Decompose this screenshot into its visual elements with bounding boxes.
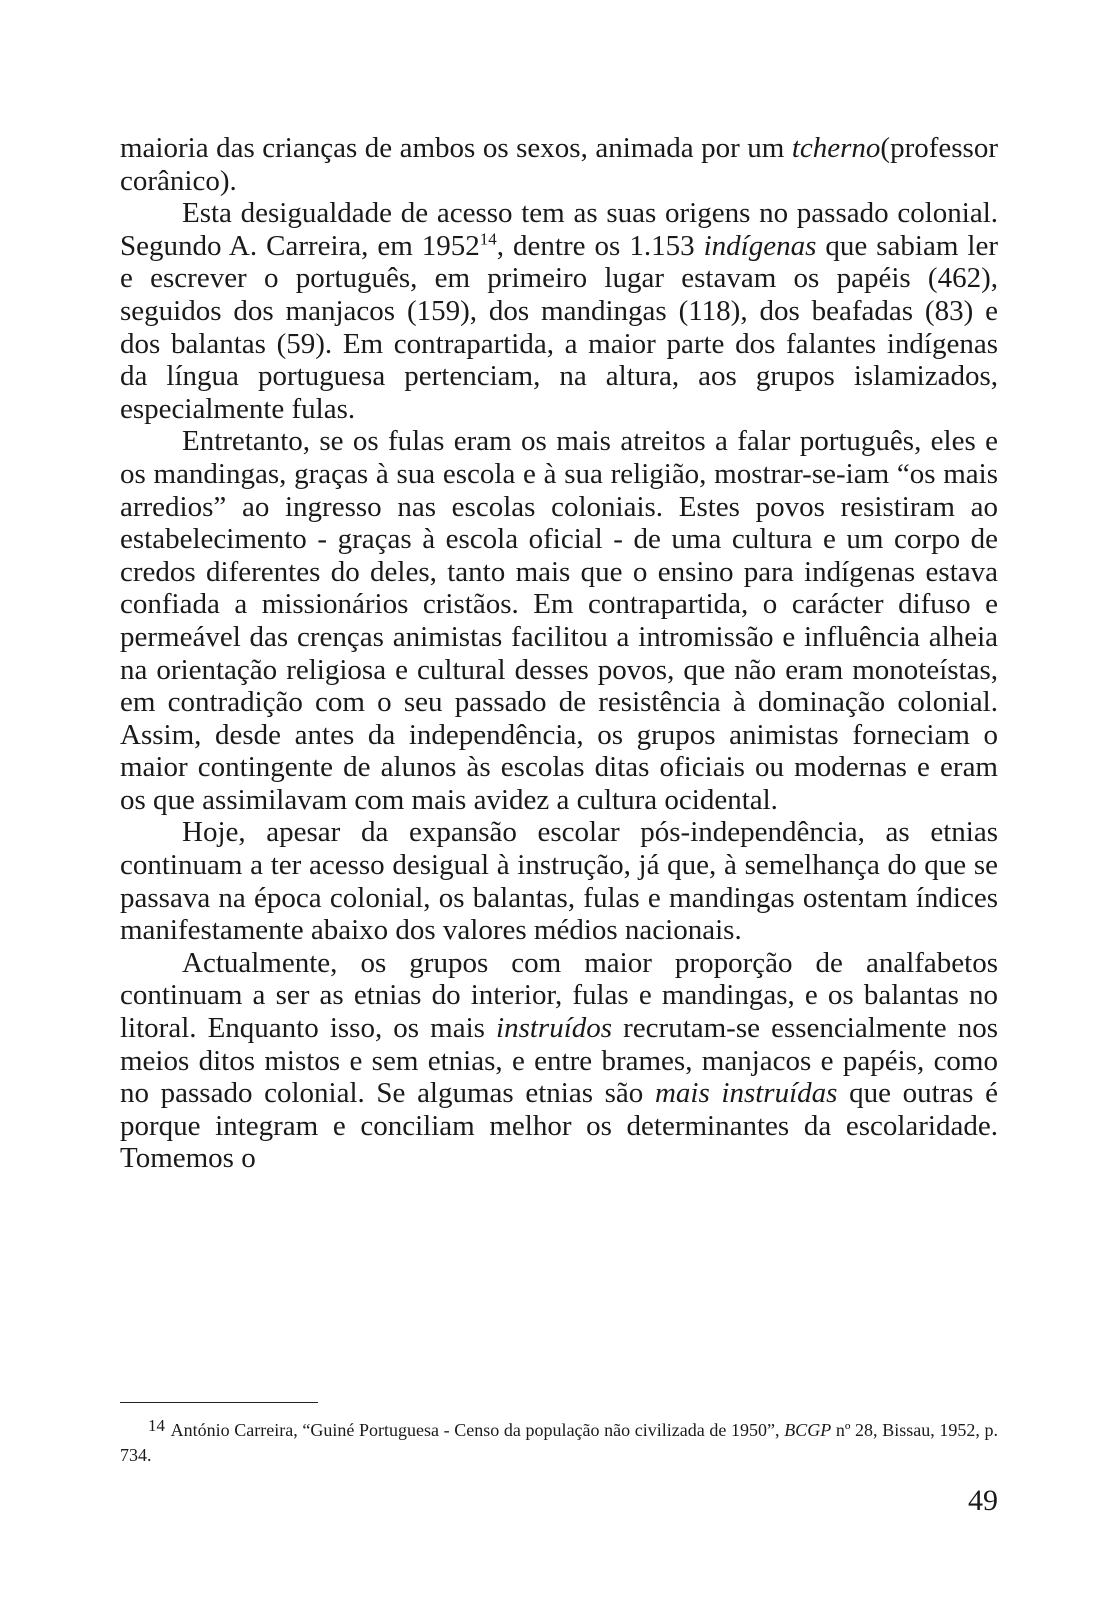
paragraph-2 <box>120 197 998 425</box>
text-span: maioria das crianças de ambos os sexos, animada por um <box>120 132 792 164</box>
footnote <box>120 1418 998 1468</box>
paragraph-3: Entretanto, se os fulas eram os mais atreitos a falar português, eles e os mandingas, graças à sua escola e à sua religião, mostrar-se-iam “os mais arredios” ao ingresso nas escolas coloniais. Estes povos resistiram ao estabelecimento - graças à escola oficial - de uma cultura e um corpo de credos diferentes do deles, tanto mais que o ensino para indígenas estava confiada a missionários cristãos. Em contrapartida, o carácter difuso e permeável das crenças animistas facilitou a intromissão e influência alheia na orientação religiosa e cultural desses povos, que não eram monoteístas, em contradição com o seu passado de resistência à dominação colonial. Assim, desde antes da independência, os grupos animistas forneciam o maior contingente de alunos às escolas ditas oficiais ou modernas e eram os que assimilavam com mais avidez a cultura ocidental. <box>120 425 998 816</box>
text-span: (professor corânico). <box>120 132 998 197</box>
text-span: Esta desigualdade de acesso tem as suas origens no passado colonial. Segundo A. Carreira, em 1952 <box>120 197 998 262</box>
footnote-divider <box>120 1402 318 1403</box>
paragraph-4: Hoje, apesar da expansão escolar pós-independência, as etnias continuam a ter acesso desigual à instrução, já que, à semelhança do que se passava na época colonial, os balantas, fulas e mandingas ostentam índices manifestamente abaixo dos valores médios nacionais. <box>120 816 998 947</box>
text-span: recrutam-se essencialmente nos meios ditos mistos e sem etnias, e entre brames, manjacos e papéis, como no passado colonial. Se algumas etnias são <box>120 1012 998 1110</box>
text-span: que sabiam ler e escrever o português, em primeiro lugar estavam os papéis (462), seguidos dos manjacos (159), dos mandingas (118), dos beafadas (83) e dos balantas (59). Em contrapartida, a maior parte dos falantes indígenas da língua portuguesa pertenciam, na altura, aos grupos islamizados, especialmente fulas. <box>120 229 998 425</box>
footnote-number: 14 <box>148 1416 165 1435</box>
paragraph-1 <box>120 132 998 197</box>
text-span: , dentre os 1.153 <box>496 229 704 262</box>
italic-term: tcherno <box>791 132 881 164</box>
body-text <box>120 132 998 1175</box>
page-number: 49 <box>968 1484 998 1517</box>
text-span: Actualmente, os grupos com maior proporção de analfabetos continuam a ser as etnias do interior, fulas e mandingas, e os balantas no litoral. Enquanto isso, os mais <box>120 946 998 1045</box>
footnote-reference: 14 <box>479 229 497 249</box>
footnote-text: nº 28, Bissau, 1952, p. 734. <box>120 1420 998 1465</box>
text-span: que outras é porque integram e conciliam melhor os determinantes da escolaridade. Tomemos o <box>120 1077 998 1175</box>
paragraph-5 <box>120 947 998 1175</box>
italic-term: indígenas <box>703 229 817 262</box>
italic-term: instruídos <box>496 1012 613 1045</box>
footnote-text: António Carreira, “Guiné Portuguesa - Censo da população não civilizada de 1950”, <box>167 1420 785 1440</box>
italic-term: mais instruídas <box>654 1077 838 1110</box>
footnote-italic: BCGP <box>784 1420 832 1440</box>
